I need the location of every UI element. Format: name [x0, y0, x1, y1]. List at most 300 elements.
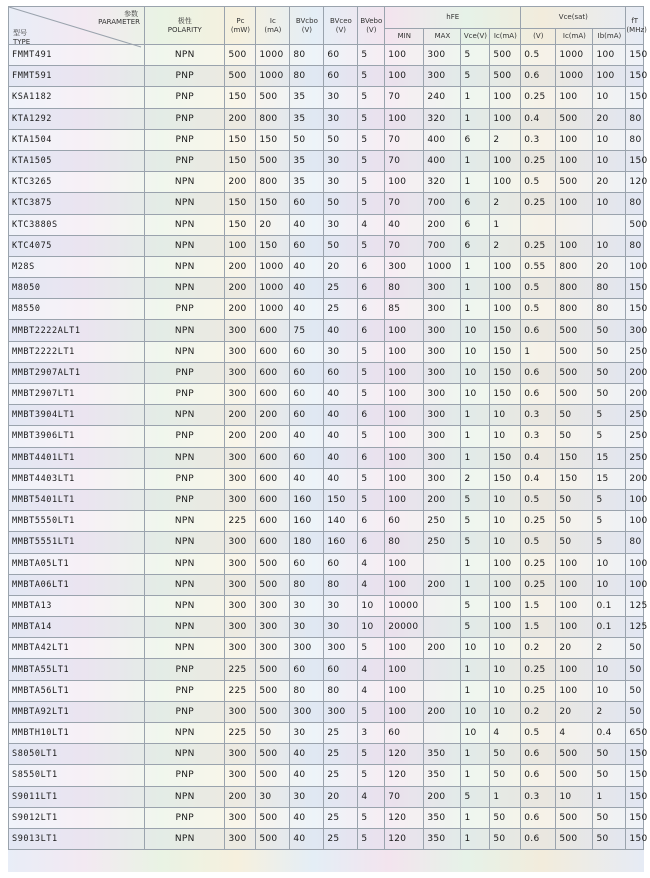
sat-ib-cell: 50 [593, 744, 626, 765]
type-cell: MMBTA55LT1 [9, 659, 145, 680]
ft-cell: 80 [626, 532, 644, 553]
hfe-vce-cell: 1 [461, 574, 490, 595]
type-cell: S9012LT1 [9, 807, 145, 828]
hfe-vce-cell: 5 [461, 595, 490, 616]
ic-cell: 300 [256, 638, 290, 659]
hfe-max-cell: 300 [424, 447, 461, 468]
vce-sat-cell: 0.6 [521, 384, 556, 405]
hfe-min-cell: 120 [385, 828, 424, 849]
sat-ib-cell: 5 [593, 511, 626, 532]
bvceo-cell: 25 [324, 828, 358, 849]
hfe-vce-cell: 1 [461, 108, 490, 129]
bvebo-cell: 6 [358, 320, 385, 341]
pc-cell: 300 [225, 447, 256, 468]
hfe-min-cell: 70 [385, 786, 424, 807]
sat-ib-cell: 20 [593, 108, 626, 129]
sat-ic-cell: 50 [556, 426, 593, 447]
hfe-max-cell: 1000 [424, 256, 461, 277]
sat-ic-cell: 500 [556, 108, 593, 129]
hfe-min-cell: 100 [385, 680, 424, 701]
bvceo-cell: 30 [324, 617, 358, 638]
hfe-ic-cell: 500 [490, 66, 521, 87]
sat-ib-cell: 50 [593, 807, 626, 828]
bvceo-cell: 40 [324, 405, 358, 426]
pc-cell: 300 [225, 468, 256, 489]
hfe-vce-cell: 1 [461, 447, 490, 468]
vce-sat-cell: 0.3 [521, 405, 556, 426]
bvceo-cell: 25 [324, 765, 358, 786]
polarity-cell: PNP [145, 659, 225, 680]
bvceo-cell: 60 [324, 362, 358, 383]
type-cn-label: 型号 [13, 29, 27, 37]
sat-ic-cell: 10 [556, 786, 593, 807]
hfe-max-cell: 300 [424, 278, 461, 299]
hfe-max-cell: 200 [424, 786, 461, 807]
bvceo-cell: 140 [324, 511, 358, 532]
hfe-vce-cell: 5 [461, 786, 490, 807]
hfe-vce-cell: 5 [461, 66, 490, 87]
vce-sat-cell: 0.4 [521, 108, 556, 129]
polarity-cell: NPN [145, 235, 225, 256]
bvceo-cell: 50 [324, 129, 358, 150]
hfe-min-cell: 100 [385, 447, 424, 468]
hfe-ic-cell: 100 [490, 617, 521, 638]
bvcbo-cell: 180 [290, 532, 324, 553]
sat-ib-cell: 5 [593, 405, 626, 426]
hfe-min-cell: 100 [385, 426, 424, 447]
header-hfe-min: MIN [385, 29, 424, 45]
sat-ib-cell: 0.1 [593, 595, 626, 616]
polarity-cell: PNP [145, 150, 225, 171]
vce-sat-cell: 0.6 [521, 765, 556, 786]
sat-ic-cell: 1000 [556, 45, 593, 66]
hfe-min-cell: 100 [385, 489, 424, 510]
hfe-min-cell: 100 [385, 362, 424, 383]
bvcbo-cell: 60 [290, 447, 324, 468]
hfe-ic-cell: 150 [490, 468, 521, 489]
hfe-min-cell: 100 [385, 384, 424, 405]
bvebo-cell: 6 [358, 405, 385, 426]
bvcbo-cell: 35 [290, 87, 324, 108]
hfe-max-cell: 320 [424, 108, 461, 129]
vce-sat-cell: 0.25 [521, 553, 556, 574]
pc-cell: 150 [225, 129, 256, 150]
bvcbo-cell: 160 [290, 511, 324, 532]
bvceo-cell: 300 [324, 701, 358, 722]
type-cell: KTA1504 [9, 129, 145, 150]
hfe-vce-cell: 1 [461, 828, 490, 849]
sat-ic-cell: 500 [556, 362, 593, 383]
hfe-ic-cell: 10 [490, 489, 521, 510]
sat-ib-cell: 10 [593, 574, 626, 595]
sat-ib-cell: 10 [593, 150, 626, 171]
ft-cell: 200 [626, 362, 644, 383]
table-row [9, 384, 644, 405]
type-cell: MMBT2907ALT1 [9, 362, 145, 383]
sat-ib-cell: 15 [593, 468, 626, 489]
sat-ic-cell: 500 [556, 807, 593, 828]
type-cell: MMBTA06LT1 [9, 574, 145, 595]
hfe-max-cell: 400 [424, 150, 461, 171]
bvebo-cell: 6 [358, 511, 385, 532]
table-row [9, 828, 644, 849]
hfe-min-cell: 70 [385, 150, 424, 171]
sat-ic-cell: 500 [556, 341, 593, 362]
bvceo-cell: 60 [324, 45, 358, 66]
bvebo-cell: 5 [358, 807, 385, 828]
sat-ib-cell: 2 [593, 701, 626, 722]
hfe-ic-cell: 100 [490, 278, 521, 299]
table-row [9, 638, 644, 659]
sat-ib-cell: 10 [593, 659, 626, 680]
polarity-cell: PNP [145, 468, 225, 489]
ic-cell: 150 [256, 129, 290, 150]
ft-cell: 100 [626, 574, 644, 595]
hfe-max-cell: 240 [424, 87, 461, 108]
header-ft: fT (MHz) [626, 7, 644, 45]
ft-cell: 120 [626, 172, 644, 193]
polarity-cell: PNP [145, 108, 225, 129]
ft-cell: 150 [626, 150, 644, 171]
sat-ic-cell: 800 [556, 299, 593, 320]
sat-ic-cell: 150 [556, 447, 593, 468]
hfe-min-cell: 120 [385, 765, 424, 786]
type-cell: S8050LT1 [9, 744, 145, 765]
bvceo-cell: 50 [324, 193, 358, 214]
sat-ic-cell: 100 [556, 595, 593, 616]
hfe-min-cell: 300 [385, 256, 424, 277]
ft-cell: 150 [626, 786, 644, 807]
sat-ic-cell: 500 [556, 320, 593, 341]
polarity-cell: NPN [145, 574, 225, 595]
header-sat-v: (V) [521, 29, 556, 45]
sat-ib-cell: 10 [593, 129, 626, 150]
bvebo-cell: 5 [358, 468, 385, 489]
hfe-ic-cell: 4 [490, 723, 521, 744]
table-row [9, 701, 644, 722]
bvceo-cell: 25 [324, 723, 358, 744]
hfe-min-cell: 100 [385, 45, 424, 66]
type-cell: S8550LT1 [9, 765, 145, 786]
ic-cell: 600 [256, 447, 290, 468]
table-row [9, 405, 644, 426]
type-cell: MMBT2222ALT1 [9, 320, 145, 341]
hfe-ic-cell: 10 [490, 638, 521, 659]
bvceo-cell: 25 [324, 807, 358, 828]
bvcbo-cell: 40 [290, 256, 324, 277]
vce-sat-cell: 0.5 [521, 278, 556, 299]
bvebo-cell: 6 [358, 256, 385, 277]
sat-ic-cell: 20 [556, 701, 593, 722]
ft-cell: 50 [626, 680, 644, 701]
hfe-ic-cell: 100 [490, 172, 521, 193]
ic-cell: 300 [256, 617, 290, 638]
vce-sat-cell: 0.25 [521, 193, 556, 214]
table-row [9, 765, 644, 786]
hfe-min-cell: 80 [385, 278, 424, 299]
polarity-cell: NPN [145, 405, 225, 426]
header-ic: Ic (mA) [256, 7, 290, 45]
sat-ic-cell: 500 [556, 384, 593, 405]
hfe-vce-cell: 10 [461, 362, 490, 383]
vce-sat-cell: 0.6 [521, 828, 556, 849]
polarity-cell: PNP [145, 765, 225, 786]
sat-ic-cell: 50 [556, 511, 593, 532]
ft-cell: 100 [626, 553, 644, 574]
ic-cell: 50 [256, 723, 290, 744]
ft-cell: 150 [626, 828, 644, 849]
sat-ib-cell: 50 [593, 384, 626, 405]
ft-cell: 250 [626, 341, 644, 362]
polarity-cell: NPN [145, 45, 225, 66]
bvebo-cell: 5 [358, 384, 385, 405]
ft-cell: 125 [626, 617, 644, 638]
hfe-ic-cell: 100 [490, 108, 521, 129]
pc-cell: 300 [225, 532, 256, 553]
vce-sat-cell: 0.25 [521, 511, 556, 532]
ft-cell: 80 [626, 235, 644, 256]
pc-cell: 300 [225, 828, 256, 849]
hfe-min-cell: 85 [385, 299, 424, 320]
bvcbo-cell: 300 [290, 701, 324, 722]
pc-cell: 150 [225, 214, 256, 235]
table-row [9, 595, 644, 616]
table-row [9, 489, 644, 510]
hfe-vce-cell: 5 [461, 532, 490, 553]
hfe-ic-cell: 1 [490, 786, 521, 807]
table-row [9, 574, 644, 595]
bvebo-cell: 5 [358, 426, 385, 447]
vce-sat-cell: 1.5 [521, 595, 556, 616]
sat-ic-cell: 100 [556, 193, 593, 214]
vce-sat-cell: 0.25 [521, 574, 556, 595]
sat-ib-cell: 10 [593, 680, 626, 701]
sat-ic-cell: 100 [556, 574, 593, 595]
bvebo-cell: 4 [358, 680, 385, 701]
ic-cell: 500 [256, 744, 290, 765]
hfe-ic-cell: 10 [490, 426, 521, 447]
hfe-min-cell: 100 [385, 553, 424, 574]
hfe-max-cell: 300 [424, 426, 461, 447]
ic-cell: 600 [256, 320, 290, 341]
bvceo-cell: 30 [324, 341, 358, 362]
type-cell: MMBT5551LT1 [9, 532, 145, 553]
vce-sat-cell: 0.2 [521, 701, 556, 722]
bvceo-cell: 160 [324, 532, 358, 553]
hfe-max-cell [424, 595, 461, 616]
hfe-min-cell: 100 [385, 659, 424, 680]
ic-cell: 500 [256, 659, 290, 680]
sat-ib-cell: 10 [593, 235, 626, 256]
bvcbo-cell: 40 [290, 807, 324, 828]
hfe-min-cell: 100 [385, 320, 424, 341]
polarity-cell: PNP [145, 701, 225, 722]
ic-cell: 600 [256, 468, 290, 489]
hfe-ic-cell: 150 [490, 341, 521, 362]
polarity-cell: PNP [145, 299, 225, 320]
ft-cell: 500 [626, 214, 644, 235]
pc-cell: 300 [225, 807, 256, 828]
type-cell: S9013LT1 [9, 828, 145, 849]
bvceo-cell: 30 [324, 108, 358, 129]
polarity-cell: NPN [145, 786, 225, 807]
ft-cell: 250 [626, 405, 644, 426]
table-row [9, 341, 644, 362]
vce-sat-cell: 0.6 [521, 807, 556, 828]
table-row [9, 193, 644, 214]
bvcbo-cell: 60 [290, 384, 324, 405]
ic-cell: 200 [256, 426, 290, 447]
bvebo-cell: 5 [358, 87, 385, 108]
table-row [9, 426, 644, 447]
sat-ib-cell: 80 [593, 299, 626, 320]
sat-ic-cell: 150 [556, 468, 593, 489]
pc-cell: 150 [225, 193, 256, 214]
hfe-min-cell: 100 [385, 108, 424, 129]
bvebo-cell: 4 [358, 574, 385, 595]
bvceo-cell: 40 [324, 320, 358, 341]
sat-ic-cell: 4 [556, 723, 593, 744]
sat-ic-cell: 100 [556, 617, 593, 638]
hfe-ic-cell: 50 [490, 828, 521, 849]
hfe-min-cell: 100 [385, 172, 424, 193]
hfe-max-cell [424, 617, 461, 638]
type-cell: M28S [9, 256, 145, 277]
hfe-vce-cell: 5 [461, 617, 490, 638]
bvebo-cell: 5 [358, 765, 385, 786]
table-row [9, 256, 644, 277]
sat-ib-cell: 50 [593, 765, 626, 786]
bvcbo-cell: 40 [290, 214, 324, 235]
hfe-ic-cell: 10 [490, 680, 521, 701]
bvceo-cell: 80 [324, 574, 358, 595]
hfe-max-cell: 350 [424, 828, 461, 849]
vce-sat-cell: 0.3 [521, 129, 556, 150]
hfe-min-cell: 60 [385, 723, 424, 744]
hfe-min-cell: 70 [385, 87, 424, 108]
vce-sat-cell: 0.25 [521, 659, 556, 680]
type-cell: KTC3265 [9, 172, 145, 193]
vce-sat-cell: 0.5 [521, 45, 556, 66]
vce-sat-cell: 1 [521, 341, 556, 362]
hfe-ic-cell: 150 [490, 320, 521, 341]
ic-cell: 30 [256, 786, 290, 807]
polarity-cell: NPN [145, 511, 225, 532]
bvceo-cell: 50 [324, 235, 358, 256]
type-cell: MMBTA92LT1 [9, 701, 145, 722]
hfe-max-cell [424, 680, 461, 701]
header-hfe: hFE [385, 7, 521, 29]
ic-cell: 500 [256, 574, 290, 595]
hfe-ic-cell: 10 [490, 405, 521, 426]
ft-cell: 300 [626, 320, 644, 341]
hfe-max-cell: 300 [424, 341, 461, 362]
hfe-max-cell: 250 [424, 532, 461, 553]
transistor-spec-table [8, 6, 648, 850]
sat-ic-cell: 100 [556, 150, 593, 171]
sat-ib-cell: 50 [593, 341, 626, 362]
bvebo-cell: 5 [358, 489, 385, 510]
bvcbo-cell: 40 [290, 828, 324, 849]
table-row [9, 299, 644, 320]
table-row [9, 87, 644, 108]
hfe-vce-cell: 5 [461, 45, 490, 66]
ft-cell: 50 [626, 701, 644, 722]
bvebo-cell: 3 [358, 723, 385, 744]
param-cn-label: 参数 [124, 10, 139, 18]
ic-cell: 1000 [256, 299, 290, 320]
bvcbo-cell: 50 [290, 129, 324, 150]
hfe-ic-cell: 100 [490, 553, 521, 574]
ic-cell: 600 [256, 384, 290, 405]
bvcbo-cell: 300 [290, 638, 324, 659]
hfe-ic-cell: 10 [490, 532, 521, 553]
bvebo-cell: 10 [358, 595, 385, 616]
ic-cell: 800 [256, 108, 290, 129]
bvebo-cell: 6 [358, 532, 385, 553]
bvebo-cell: 5 [358, 341, 385, 362]
type-cell: MMBT2222LT1 [9, 341, 145, 362]
hfe-min-cell: 100 [385, 341, 424, 362]
bvebo-cell: 5 [358, 150, 385, 171]
bvcbo-cell: 40 [290, 278, 324, 299]
vce-sat-cell: 0.5 [521, 299, 556, 320]
bvceo-cell: 80 [324, 680, 358, 701]
pc-cell: 300 [225, 595, 256, 616]
hfe-vce-cell: 1 [461, 553, 490, 574]
table-row [9, 150, 644, 171]
hfe-ic-cell: 2 [490, 129, 521, 150]
type-cell: MMBT5550LT1 [9, 511, 145, 532]
polarity-cell: NPN [145, 553, 225, 574]
pc-cell: 150 [225, 150, 256, 171]
pc-cell: 200 [225, 405, 256, 426]
bvceo-cell: 20 [324, 786, 358, 807]
type-cell: MMBTA42LT1 [9, 638, 145, 659]
hfe-ic-cell: 50 [490, 807, 521, 828]
bvcbo-cell: 75 [290, 320, 324, 341]
ft-cell: 80 [626, 129, 644, 150]
type-cell: MMBTH10LT1 [9, 723, 145, 744]
header-sat-ic: Ic(mA) [556, 29, 593, 45]
ft-cell: 200 [626, 468, 644, 489]
hfe-max-cell: 320 [424, 172, 461, 193]
sat-ib-cell: 0.4 [593, 723, 626, 744]
vce-sat-cell: 0.25 [521, 235, 556, 256]
bvceo-cell: 300 [324, 638, 358, 659]
sat-ib-cell: 1 [593, 786, 626, 807]
hfe-min-cell: 40 [385, 214, 424, 235]
table-row [9, 108, 644, 129]
vce-sat-cell: 0.5 [521, 723, 556, 744]
pc-cell: 300 [225, 320, 256, 341]
ft-cell: 250 [626, 447, 644, 468]
bvceo-cell: 150 [324, 489, 358, 510]
pc-cell: 300 [225, 341, 256, 362]
pc-cell: 300 [225, 553, 256, 574]
header-vce-sat: Vce(sat) [521, 7, 626, 29]
vce-sat-cell: 0.55 [521, 256, 556, 277]
hfe-vce-cell: 1 [461, 744, 490, 765]
sat-ib-cell: 10 [593, 193, 626, 214]
hfe-ic-cell: 50 [490, 744, 521, 765]
hfe-vce-cell: 6 [461, 214, 490, 235]
datasheet-page [8, 6, 648, 872]
hfe-vce-cell: 1 [461, 256, 490, 277]
type-cell: MMBTA05LT1 [9, 553, 145, 574]
hfe-max-cell: 200 [424, 214, 461, 235]
type-cell: KTC3875 [9, 193, 145, 214]
